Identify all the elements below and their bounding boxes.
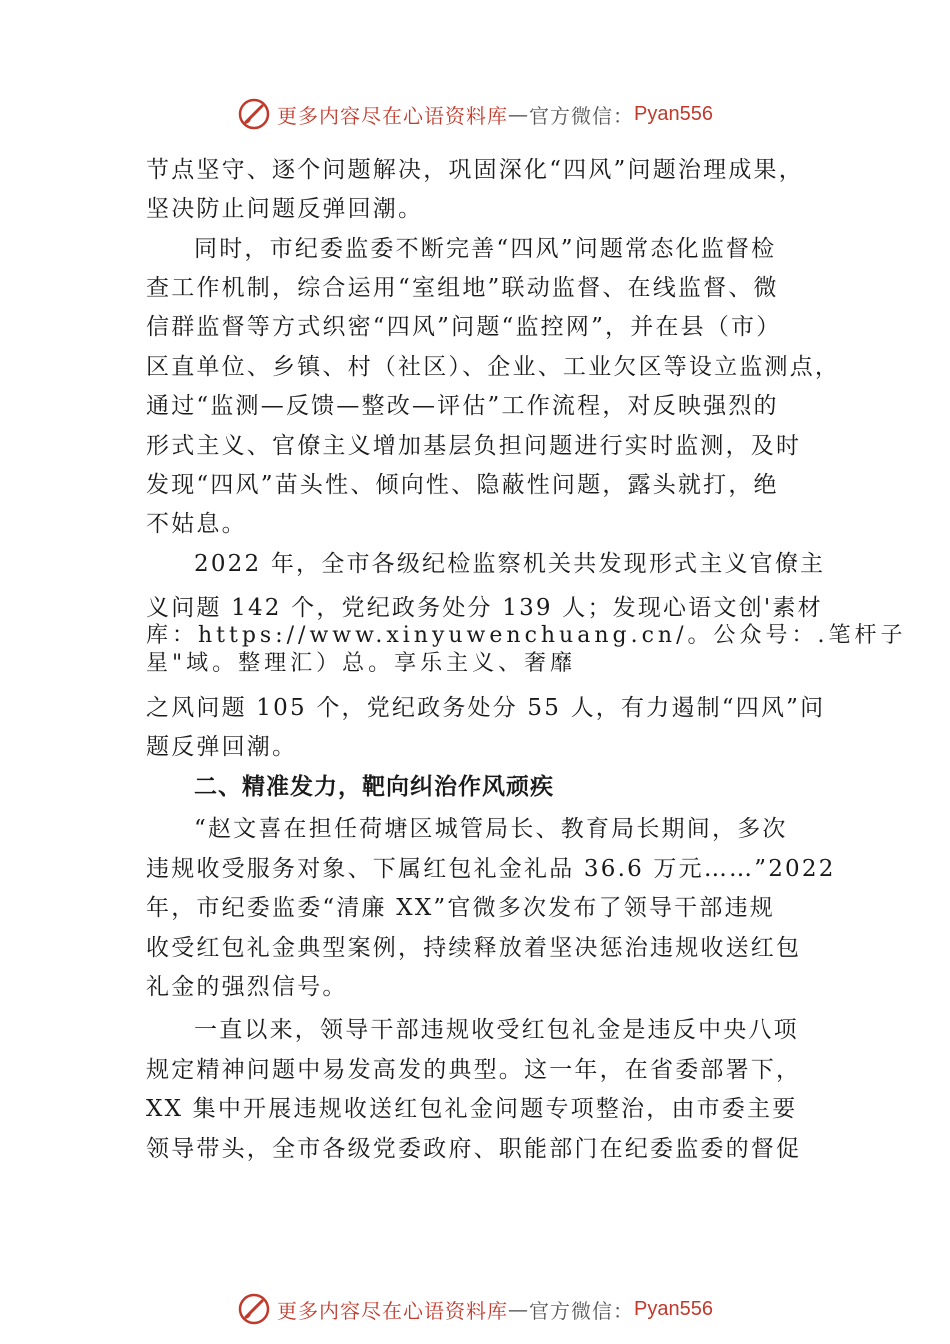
- banner-wechat-id: Pyan556: [634, 102, 713, 125]
- text-line: 题反弹回潮。: [146, 734, 298, 760]
- text-line: 年，市纪委监委“清廉 XX”官微多次发布了领导干部违规: [146, 895, 775, 921]
- paragraph-start: 一直以来，领导干部违规收受红包礼金是违反中央八项: [194, 1017, 799, 1043]
- banner-wechat-label: 官方微信：: [529, 1298, 635, 1323]
- text-line: 违规收受服务对象、下属红包礼金礼品 36.6 万元……”2022: [146, 856, 836, 882]
- text-line: 之风问题 105 个，党纪政务处分 55 人，有力遏制“四风”问: [146, 695, 826, 721]
- banner-separator: —: [508, 1297, 530, 1321]
- text-line: 领导带头，全市各级党委政府、职能部门在纪委监委的督促: [146, 1136, 802, 1162]
- text-line: 形式主义、官僚主义增加基层负担问题进行实时监测，及时: [146, 433, 802, 459]
- header-banner: [0, 92, 950, 136]
- footer-banner: [0, 1287, 950, 1331]
- paragraph-start: 同时，市纪委监委不断完善“四风”问题常态化监督检: [194, 236, 777, 262]
- text-line: 不姑息。: [146, 511, 247, 537]
- banner-separator: —: [508, 102, 530, 126]
- text-line: 节点坚守、逐个问题解决，巩固深化“四风”问题治理成果，: [146, 157, 804, 183]
- text-line: 坚决防止问题反弹回潮。: [146, 196, 424, 222]
- text-line: 通过“监测—反馈—整改—评估”工作流程，对反映强烈的: [146, 393, 779, 419]
- text-line: 区直单位、乡镇、村（社区）、企业、工业⽋区等设立监测点，: [146, 354, 841, 380]
- brush-logo-icon: [237, 1292, 271, 1326]
- text-line: 礼金的强烈信号。: [146, 974, 348, 1000]
- text-line: 查工作机制，综合运用“室组地”联动监督、在线监督、微: [146, 275, 779, 301]
- text-line: 义问题 142 个，党纪政务处分 139 人；发现心语文创'素材: [146, 595, 823, 621]
- text-line: 规定精神问题中易发高发的典型。这一年，在省委部署下，: [146, 1057, 802, 1083]
- text-line: XX 集中开展违规收送红包礼金问题专项整治，由市委主要: [146, 1096, 798, 1122]
- paragraph-start: 2022 年，全市各级纪检监察机关共发现形式主义官僚主: [194, 551, 826, 577]
- paragraph-start: “赵文喜在担任荷塘区城管局长、教育局长期间，多次: [194, 816, 788, 842]
- section-heading: 二、精准发力，靶向纠治作风顽疾: [194, 774, 554, 800]
- banner-brand: 更多内容尽在心语资料库: [277, 103, 509, 128]
- banner-wechat-id: Pyan556: [634, 1297, 713, 1320]
- banner-brand: 更多内容尽在心语资料库: [277, 1298, 509, 1323]
- inserted-ad-line: 库：https://www.xinyuwenchuang.cn/。公众号：.笔杆子: [146, 623, 907, 648]
- text-line: 收受红包礼金典型案例，持续释放着坚决惩治违规收送红包: [146, 935, 802, 961]
- banner-wechat-label: 官方微信：: [529, 103, 635, 128]
- text-line: 发现“四风”苗头性、倾向性、隐蔽性问题，露头就打，绝: [146, 472, 779, 498]
- inserted-ad-line: 星"域。整理汇）总。享乐主义、奢靡: [146, 651, 577, 676]
- text-line: 信群监督等方式织密“四风”问题“监控网”，并在县（市）: [146, 314, 782, 340]
- brush-logo-icon: [237, 97, 271, 131]
